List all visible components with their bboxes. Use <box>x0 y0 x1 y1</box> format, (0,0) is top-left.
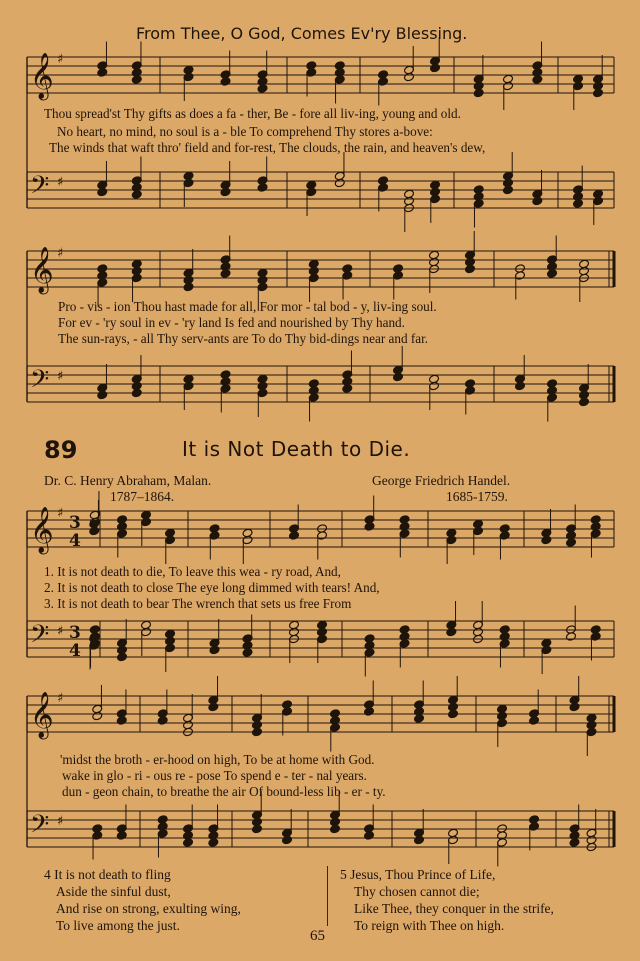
lyric-line: wake in glo - ri - ous re - pose To spend e - ter - nal years. <box>62 768 367 783</box>
verse-line: Thy chosen cannot die; <box>354 884 480 899</box>
hymn-title-from-thee: From Thee, O God, Comes Ev'ry Blessing. <box>136 24 468 43</box>
author-credit: Dr. C. Henry Abraham, Malan. <box>44 473 212 488</box>
verse-line: To reign with Thee on high. <box>354 918 505 933</box>
page-number: 65 <box>310 928 325 944</box>
verse-line: 5 Jesus, Thou Prince of Life, <box>340 867 496 882</box>
svg-text:𝄞: 𝄞 <box>30 247 54 293</box>
lyric-line: 1. It is not death to die, To leave this wea - ry road, And, <box>44 564 341 579</box>
verse-5 <box>340 866 554 934</box>
lyric-line: The winds that waft thro' field and for-rest, The clouds, the rain, and heaven's dew, <box>49 140 486 155</box>
verse-line: Aside the sinful dust, <box>56 884 171 899</box>
verse-divider <box>327 866 328 926</box>
svg-text:♯: ♯ <box>57 52 64 67</box>
lyric-line: Pro - vis - ion Thou hast made for all, For mor - tal bod - y, liv-ing soul. <box>58 299 437 314</box>
svg-text:4: 4 <box>69 531 81 551</box>
svg-text:♯: ♯ <box>57 369 64 384</box>
verse-line: Like Thee, they conquer in the strife, <box>354 901 554 916</box>
lyric-line: dun - geon chain, to breathe the air Of bound-less lib - er - ty. <box>62 784 386 799</box>
svg-text:3: 3 <box>69 623 81 643</box>
lyric-line: The sun-rays, - all Thy serv-ants are To do Thy bid-dings near and far. <box>58 331 429 346</box>
lyric-line: For ev - 'ry soul in ev - 'ry land Is fed and nourished by Thy hand. <box>58 315 405 330</box>
svg-text:4: 4 <box>69 641 81 661</box>
svg-text:𝄞: 𝄞 <box>30 692 54 738</box>
svg-text:♯: ♯ <box>57 814 64 829</box>
composer-credit: George Friedrich Handel. <box>372 473 511 488</box>
composer-dates: 1685-1759. <box>446 489 508 504</box>
svg-text:♯: ♯ <box>57 506 64 521</box>
verse-line: And rise on strong, exulting wing, <box>56 901 241 916</box>
lyric-line: 3. It is not death to bear The wrench that sets us free From <box>44 596 352 611</box>
svg-text:𝄢: 𝄢 <box>30 620 50 655</box>
svg-text:𝄢: 𝄢 <box>30 365 50 400</box>
svg-text:♯: ♯ <box>57 175 64 190</box>
svg-text:𝄢: 𝄢 <box>30 171 50 206</box>
verse-line: To live among the just. <box>56 918 180 933</box>
verse-4 <box>44 866 241 934</box>
svg-text:3: 3 <box>69 513 81 533</box>
svg-text:♯: ♯ <box>57 691 64 706</box>
svg-text:𝄞: 𝄞 <box>30 507 54 553</box>
svg-text:♯: ♯ <box>57 624 64 639</box>
lyric-line: 'midst the broth - er-hood on high, To be at home with God. <box>60 752 375 767</box>
hymn-number: 89 <box>44 436 78 464</box>
author-dates: 1787–1864. <box>110 489 175 504</box>
svg-text:𝄞: 𝄞 <box>30 53 54 99</box>
lyric-line: 2. It is not death to close The eye long dimmed with tears! And, <box>44 580 380 595</box>
svg-text:♯: ♯ <box>57 246 64 261</box>
hymn-title: It is Not Death to Die. <box>182 437 411 461</box>
verse-line: 4 It is not death to fling <box>44 867 171 882</box>
lyric-line: Thou spread'st Thy gifts as does a fa - ther, Be - fore all liv-ing, young and old. <box>44 106 461 121</box>
svg-text:𝄢: 𝄢 <box>30 810 50 845</box>
lyric-line: No heart, no mind, no soul is a - ble To comprehend Thy stores a-bove: <box>57 124 433 139</box>
